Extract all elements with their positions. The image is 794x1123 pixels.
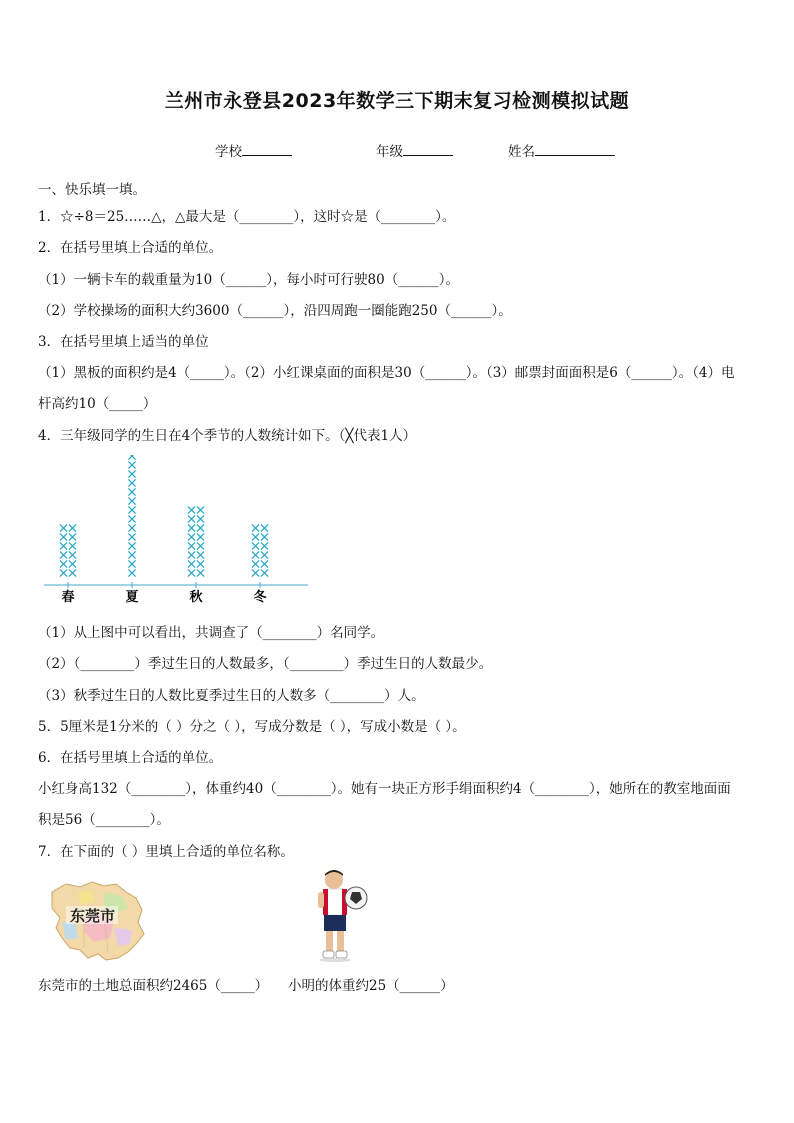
pictograph-cross-mark xyxy=(252,551,259,558)
question-4-part-2: （2）（________）季过生日的人数最多，（________）季过生日的人数最少。 xyxy=(38,656,493,672)
pictograph-cross-mark xyxy=(128,542,135,549)
question-6-line-2: 积是56（________）。 xyxy=(38,812,170,828)
pictograph-category-label: 夏 xyxy=(125,590,139,605)
question-1: 1．☆÷8＝25……△，△最大是（________），这时☆是（________）。 xyxy=(38,209,456,225)
pictograph-cross-mark xyxy=(69,542,76,549)
question-6-stem: 6．在括号里填上合适的单位。 xyxy=(38,750,223,766)
pictograph-cross-mark xyxy=(188,515,195,522)
pictograph-category-label: 秋 xyxy=(189,590,203,605)
name-field[interactable] xyxy=(508,143,615,160)
pictograph-cross-mark xyxy=(252,560,259,567)
pictograph-cross-mark xyxy=(188,533,195,540)
question-7-left: 东莞市的土地总面积约2465（_____） xyxy=(38,978,269,994)
question-5: 5．5厘米是1分米的（ ）分之（ ），写成分数是（ ），写成小数是（ ）。 xyxy=(38,719,466,735)
map-label: 东莞市 xyxy=(70,908,116,925)
pictograph-cross-mark xyxy=(197,569,204,576)
pictograph-cross-mark xyxy=(128,524,135,531)
question-4-part-1: （1）从上图中可以看出，共调查了（________）名同学。 xyxy=(38,625,385,641)
pictograph-cross-mark xyxy=(197,551,204,558)
question-7-right: 小明的体重约25（______） xyxy=(288,978,454,994)
pictograph-cross-mark xyxy=(128,461,135,468)
pictograph-cross-mark xyxy=(188,551,195,558)
dongguan-map-image xyxy=(44,878,152,964)
school-field[interactable] xyxy=(215,143,292,160)
pictograph-cross-mark xyxy=(128,455,135,460)
pictograph-cross-mark xyxy=(128,551,135,558)
section-heading: 一、快乐填一填。 xyxy=(38,182,146,198)
pictograph-cross-mark xyxy=(188,542,195,549)
pictograph-cross-mark xyxy=(188,524,195,531)
pictograph-category-label: 春 xyxy=(61,590,75,605)
school-blank[interactable] xyxy=(242,143,292,156)
pictograph-cross-mark xyxy=(128,488,135,495)
pictograph-cross-mark xyxy=(60,560,67,567)
question-3-line-2: 杆高约10（_____） xyxy=(38,396,157,412)
pictograph-cross-mark xyxy=(128,470,135,477)
pictograph-cross-mark xyxy=(252,524,259,531)
pictograph-cross-mark xyxy=(188,569,195,576)
pictograph-cross-mark xyxy=(197,542,204,549)
pictograph-cross-mark xyxy=(261,551,268,558)
name-label: 姓名 xyxy=(508,144,535,160)
pictograph-cross-mark xyxy=(128,506,135,513)
pictograph-cross-mark xyxy=(128,497,135,504)
pictograph-cross-mark xyxy=(188,560,195,567)
question-2-part-1: （1）一辆卡车的载重量为10（______），每小时可行驶80（______）。 xyxy=(38,272,459,288)
pictograph-cross-mark xyxy=(197,506,204,513)
pictograph-cross-mark xyxy=(69,551,76,558)
pictograph-cross-mark xyxy=(252,542,259,549)
question-6-line-1: 小红身高132（________），体重约40（________）。她有一块正方形手绢面积约4（________），她所在的教室地面面 xyxy=(38,781,731,797)
question-3-line-1: （1）黑板的面积约是4（_____）。（2）小红课桌面的面积是30（______）。（3）邮票封面面积是6（______）。（4）电 xyxy=(38,365,735,381)
question-7-stem: 7．在下面的（ ）里填上合适的单位名称。 xyxy=(38,844,294,860)
pictograph-cross-mark xyxy=(261,560,268,567)
school-label: 学校 xyxy=(215,144,242,160)
grade-label: 年级 xyxy=(376,144,403,160)
pictograph-cross-mark xyxy=(60,533,67,540)
name-blank[interactable] xyxy=(535,143,615,156)
pictograph-cross-mark xyxy=(60,569,67,576)
pictograph-cross-mark xyxy=(128,479,135,486)
pictograph-cross-mark xyxy=(128,560,135,567)
pictograph-category-label: 冬 xyxy=(253,590,267,605)
pictograph-cross-mark xyxy=(261,542,268,549)
pictograph-marks xyxy=(60,455,268,588)
pictograph-cross-mark xyxy=(60,551,67,558)
question-4-part-3: （3）秋季过生日的人数比夏季过生日的人数多（________）人。 xyxy=(38,688,425,704)
pictograph-labels xyxy=(61,589,267,605)
pictograph-cross-mark xyxy=(188,506,195,513)
pictograph-cross-mark xyxy=(69,524,76,531)
pictograph-cross-mark xyxy=(60,524,67,531)
question-2-part-2: （2）学校操场的面积大约3600（______），沿四周跑一圈能跑250（______）。 xyxy=(38,303,512,319)
pictograph-cross-mark xyxy=(197,524,204,531)
boy-with-ball-image xyxy=(310,868,368,964)
pictograph-cross-mark xyxy=(69,569,76,576)
pictograph-cross-mark xyxy=(197,533,204,540)
pictograph-cross-mark xyxy=(197,515,204,522)
grade-blank[interactable] xyxy=(403,143,453,156)
pictograph-cross-mark xyxy=(128,515,135,522)
pictograph-cross-mark xyxy=(197,560,204,567)
pictograph-cross-mark xyxy=(69,533,76,540)
pictograph-cross-mark xyxy=(252,533,259,540)
pictograph-cross-mark xyxy=(128,569,135,576)
page-title: 兰州市永登县2023年数学三下期末复习检测模拟试题 xyxy=(164,90,630,112)
question-2-stem: 2．在括号里填上合适的单位。 xyxy=(38,240,223,256)
pictograph-cross-mark xyxy=(261,569,268,576)
pictograph-cross-mark xyxy=(261,533,268,540)
grade-field[interactable] xyxy=(376,143,453,160)
pictograph-cross-mark xyxy=(261,524,268,531)
birthday-pictograph xyxy=(38,455,318,605)
pictograph-cross-mark xyxy=(252,569,259,576)
pictograph-cross-mark xyxy=(60,542,67,549)
pictograph-cross-mark xyxy=(128,533,135,540)
question-3-stem: 3．在括号里填上适当的单位 xyxy=(38,334,209,350)
question-4-stem: 4．三年级同学的生日在4个季节的人数统计如下。（╳代表1人） xyxy=(38,428,417,444)
pictograph-cross-mark xyxy=(69,560,76,567)
